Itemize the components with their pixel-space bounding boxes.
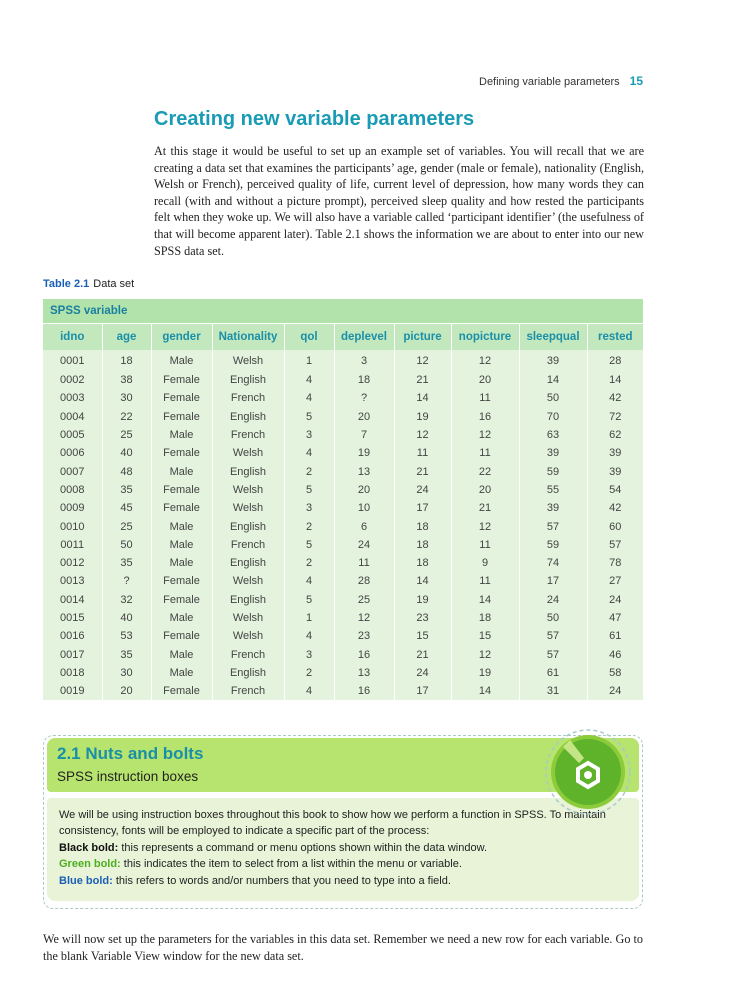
table-cell-nopicture: 12 (451, 426, 519, 444)
table-cell-nopicture: 12 (451, 645, 519, 663)
box-item-text: this indicates the item to select from a list within the menu or variable. (120, 858, 462, 871)
table-cell-nationality: English (212, 462, 284, 480)
table-cell-rested: 24 (587, 591, 643, 609)
table-cell-idno: 0014 (43, 591, 102, 609)
table-cell-qol: 4 (284, 682, 334, 700)
table-cell-rested: 60 (587, 517, 643, 535)
table-cell-gender: Female (151, 572, 212, 590)
table-cell-idno: 0017 (43, 645, 102, 663)
table-row (43, 462, 643, 480)
table-cell-sleepqual: 57 (519, 645, 587, 663)
table-cell-nopicture: 12 (451, 517, 519, 535)
table-cell-picture: 21 (394, 645, 451, 663)
table-cell-rested: 54 (587, 481, 643, 499)
table-cell-picture: 24 (394, 664, 451, 682)
table-cell-gender: Female (151, 682, 212, 700)
table-cell-rested: 61 (587, 627, 643, 645)
table-cell-nopicture: 11 (451, 444, 519, 462)
table-cell-nationality: Welsh (212, 627, 284, 645)
table-cell-rested: 46 (587, 645, 643, 663)
table-cell-nationality: French (212, 389, 284, 407)
table-cell-deplevel: 20 (334, 408, 394, 426)
box-item-label: Green bold: (59, 858, 121, 871)
box-title: 2.1 Nuts and bolts (57, 744, 204, 763)
box-item-text: this represents a command or menu options shown within the data window. (118, 841, 487, 854)
table-cell-age: 20 (102, 682, 151, 700)
column-header-sleepqual: sleepqual (519, 324, 587, 351)
table-cell-qol: 2 (284, 554, 334, 572)
table-cell-qol: 4 (284, 444, 334, 462)
table-cell-age: 35 (102, 554, 151, 572)
table-row (43, 536, 643, 554)
box-item-label: Blue bold: (59, 874, 113, 887)
table-cell-idno: 0011 (43, 536, 102, 554)
table-caption-number: Table 2.1 (43, 278, 90, 290)
table-cell-idno: 0004 (43, 408, 102, 426)
table-cell-nationality: Welsh (212, 444, 284, 462)
table-cell-idno: 0009 (43, 499, 102, 517)
table-cell-age: 35 (102, 481, 151, 499)
table-cell-gender: Male (151, 426, 212, 444)
table-cell-gender: Female (151, 481, 212, 499)
table-cell-deplevel: 16 (334, 645, 394, 663)
table-group-header: SPSS variable (43, 299, 643, 324)
table-cell-deplevel: 20 (334, 481, 394, 499)
section-title: Creating new variable parameters (154, 108, 475, 130)
table-cell-idno: 0005 (43, 426, 102, 444)
table-cell-gender: Female (151, 371, 212, 389)
table-cell-picture: 12 (394, 350, 451, 371)
table-cell-rested: 42 (587, 499, 643, 517)
table-cell-picture: 18 (394, 536, 451, 554)
table-cell-idno: 0002 (43, 371, 102, 389)
table-cell-sleepqual: 55 (519, 481, 587, 499)
table-cell-picture: 12 (394, 426, 451, 444)
table-row (43, 627, 643, 645)
table-cell-rested: 42 (587, 389, 643, 407)
table-cell-deplevel: 12 (334, 609, 394, 627)
table-cell-nationality: English (212, 591, 284, 609)
table-cell-picture: 14 (394, 572, 451, 590)
table-cell-nationality: Welsh (212, 572, 284, 590)
table-cell-idno: 0019 (43, 682, 102, 700)
table-row (43, 426, 643, 444)
table-row (43, 408, 643, 426)
column-header-gender: gender (151, 324, 212, 351)
column-header-picture: picture (394, 324, 451, 351)
table-cell-nopicture: 12 (451, 350, 519, 371)
table-cell-gender: Male (151, 609, 212, 627)
table-cell-sleepqual: 39 (519, 350, 587, 371)
table-cell-idno: 0003 (43, 389, 102, 407)
nuts-and-bolts-box (43, 727, 643, 909)
box-item-blue (59, 873, 627, 889)
table-cell-idno: 0006 (43, 444, 102, 462)
table-cell-deplevel: 19 (334, 444, 394, 462)
table-cell-qol: 3 (284, 426, 334, 444)
box-item-text: this refers to words and/or numbers that you need to type into a field. (112, 874, 451, 887)
table-cell-age: 40 (102, 609, 151, 627)
table-cell-sleepqual: 39 (519, 444, 587, 462)
table-cell-gender: Female (151, 444, 212, 462)
table-cell-idno: 0013 (43, 572, 102, 590)
table-cell-idno: 0001 (43, 350, 102, 371)
table-row (43, 444, 643, 462)
table-cell-qol: 2 (284, 462, 334, 480)
nut-bolt-icon (543, 727, 633, 817)
box-item-label: Black bold: (59, 841, 119, 854)
table-cell-nationality: Welsh (212, 609, 284, 627)
table-cell-qol: 5 (284, 536, 334, 554)
table-cell-gender: Male (151, 554, 212, 572)
table-cell-deplevel: 24 (334, 536, 394, 554)
table-cell-rested: 72 (587, 408, 643, 426)
table-cell-deplevel: ? (334, 389, 394, 407)
column-header-rested: rested (587, 324, 643, 351)
box-item-black (59, 840, 627, 856)
table-cell-deplevel: 16 (334, 682, 394, 700)
table-cell-nopicture: 18 (451, 609, 519, 627)
table-row (43, 350, 643, 371)
table-cell-nopicture: 14 (451, 682, 519, 700)
table-cell-picture: 17 (394, 499, 451, 517)
table-cell-age: 45 (102, 499, 151, 517)
table-cell-sleepqual: 74 (519, 554, 587, 572)
table-cell-deplevel: 10 (334, 499, 394, 517)
table-cell-age: 40 (102, 444, 151, 462)
table-cell-nationality: English (212, 517, 284, 535)
closing-paragraph: We will now set up the parameters for the variables in this data set. Remember we need a new row for each variable. Go to the blank Variable View window for the new data set. (43, 932, 643, 963)
table-cell-rested: 58 (587, 664, 643, 682)
table-cell-nopicture: 15 (451, 627, 519, 645)
table-cell-qol: 4 (284, 572, 334, 590)
table-cell-qol: 5 (284, 481, 334, 499)
table-row (43, 682, 643, 700)
table-cell-rested: 62 (587, 426, 643, 444)
table-row (43, 371, 643, 389)
column-header-qol: qol (284, 324, 334, 351)
table-row (43, 554, 643, 572)
table-cell-gender: Male (151, 536, 212, 554)
table-cell-picture: 21 (394, 371, 451, 389)
table-cell-rested: 27 (587, 572, 643, 590)
table-cell-rested: 57 (587, 536, 643, 554)
table-cell-sleepqual: 57 (519, 517, 587, 535)
table-cell-deplevel: 13 (334, 462, 394, 480)
table-row (43, 609, 643, 627)
table-row (43, 481, 643, 499)
table-row (43, 517, 643, 535)
table-cell-qol: 5 (284, 591, 334, 609)
table-cell-deplevel: 11 (334, 554, 394, 572)
table-cell-age: 18 (102, 350, 151, 371)
table-cell-sleepqual: 14 (519, 371, 587, 389)
table-cell-sleepqual: 17 (519, 572, 587, 590)
running-head-title: Defining variable parameters (479, 76, 620, 88)
table-cell-deplevel: 13 (334, 664, 394, 682)
table-caption-text: Data set (93, 278, 135, 290)
table-body (43, 350, 643, 700)
table-header-row (43, 324, 643, 351)
table-cell-sleepqual: 31 (519, 682, 587, 700)
table-cell-deplevel: 25 (334, 591, 394, 609)
table-cell-qol: 2 (284, 517, 334, 535)
table-cell-age: 25 (102, 517, 151, 535)
table-cell-gender: Female (151, 499, 212, 517)
table-cell-sleepqual: 57 (519, 627, 587, 645)
table-cell-nationality: French (212, 645, 284, 663)
table-cell-gender: Female (151, 408, 212, 426)
table-cell-age: 30 (102, 664, 151, 682)
box-subtitle: SPSS instruction boxes (57, 769, 199, 784)
table-cell-age: 50 (102, 536, 151, 554)
table-cell-sleepqual: 70 (519, 408, 587, 426)
table-row (43, 572, 643, 590)
table-cell-picture: 17 (394, 682, 451, 700)
intro-paragraph: At this stage it would be useful to set up an example set of variables. You will recall that we are creating a data set that examines the participants’ age, gender (male or female), nationality (English, Welsh or French), perceived quality of life, current level of depression, how many words they can recall (with and without a picture prompt), perceived sleep quality and how rested the participants felt when they woke up. We will also have a variable called ‘participant identifier’ (the usefulness of that will become apparent later). Table 2.1 shows the information we are about to enter into our new SPSS data set. (154, 144, 644, 258)
table-cell-qol: 5 (284, 408, 334, 426)
table-cell-nationality: Welsh (212, 481, 284, 499)
table-cell-rested: 47 (587, 609, 643, 627)
table-cell-idno: 0008 (43, 481, 102, 499)
table-cell-deplevel: 23 (334, 627, 394, 645)
table-cell-idno: 0018 (43, 664, 102, 682)
table-cell-gender: Male (151, 350, 212, 371)
column-header-idno: idno (43, 324, 102, 351)
table-cell-age: 48 (102, 462, 151, 480)
table-cell-age: ? (102, 572, 151, 590)
table-cell-gender: Male (151, 664, 212, 682)
table-cell-nationality: Welsh (212, 499, 284, 517)
table-cell-picture: 21 (394, 462, 451, 480)
table-cell-idno: 0010 (43, 517, 102, 535)
table-cell-rested: 39 (587, 462, 643, 480)
table-cell-qol: 2 (284, 664, 334, 682)
table-cell-nationality: English (212, 371, 284, 389)
table-row (43, 389, 643, 407)
table-cell-qol: 3 (284, 645, 334, 663)
table-cell-age: 30 (102, 389, 151, 407)
table-cell-deplevel: 18 (334, 371, 394, 389)
table-cell-nopicture: 11 (451, 572, 519, 590)
table-cell-rested: 28 (587, 350, 643, 371)
table-cell-idno: 0016 (43, 627, 102, 645)
table-cell-sleepqual: 59 (519, 462, 587, 480)
table-cell-nopicture: 21 (451, 499, 519, 517)
data-set-table (43, 299, 643, 700)
table-cell-deplevel: 7 (334, 426, 394, 444)
table-cell-gender: Male (151, 462, 212, 480)
table-cell-sleepqual: 50 (519, 609, 587, 627)
table-cell-picture: 24 (394, 481, 451, 499)
table-cell-idno: 0015 (43, 609, 102, 627)
table-cell-nopicture: 9 (451, 554, 519, 572)
table-cell-age: 35 (102, 645, 151, 663)
table-cell-nationality: English (212, 554, 284, 572)
table-cell-rested: 14 (587, 371, 643, 389)
table-cell-nationality: French (212, 682, 284, 700)
table-row (43, 645, 643, 663)
table-cell-gender: Male (151, 517, 212, 535)
table-cell-nopicture: 11 (451, 536, 519, 554)
table-cell-rested: 39 (587, 444, 643, 462)
table-cell-nationality: French (212, 426, 284, 444)
table-cell-rested: 78 (587, 554, 643, 572)
table-cell-sleepqual: 39 (519, 499, 587, 517)
table-cell-nopicture: 20 (451, 481, 519, 499)
table-cell-nopicture: 16 (451, 408, 519, 426)
table-group-header-row (43, 299, 643, 324)
table-cell-qol: 3 (284, 499, 334, 517)
table-cell-age: 53 (102, 627, 151, 645)
table-cell-picture: 19 (394, 408, 451, 426)
table-cell-sleepqual: 59 (519, 536, 587, 554)
table-cell-nopicture: 20 (451, 371, 519, 389)
box-item-green (59, 856, 627, 872)
table-cell-age: 22 (102, 408, 151, 426)
table-cell-sleepqual: 61 (519, 664, 587, 682)
table-cell-qol: 1 (284, 350, 334, 371)
table-cell-qol: 4 (284, 371, 334, 389)
table-cell-nopicture: 19 (451, 664, 519, 682)
table-cell-nopicture: 14 (451, 591, 519, 609)
table-cell-age: 32 (102, 591, 151, 609)
table-cell-picture: 14 (394, 389, 451, 407)
box-intro: We will be using instruction boxes throughout this book to show how we perform a function in SPSS. To maintain consistency, fonts will be employed to indicate a specific part of the process: (59, 809, 606, 838)
table-cell-picture: 15 (394, 627, 451, 645)
table-cell-age: 25 (102, 426, 151, 444)
table-cell-deplevel: 28 (334, 572, 394, 590)
table-cell-qol: 4 (284, 389, 334, 407)
table-cell-rested: 24 (587, 682, 643, 700)
table-cell-picture: 19 (394, 591, 451, 609)
column-header-nopicture: nopicture (451, 324, 519, 351)
table-cell-idno: 0012 (43, 554, 102, 572)
column-header-deplevel: deplevel (334, 324, 394, 351)
table-cell-gender: Female (151, 627, 212, 645)
table-cell-sleepqual: 63 (519, 426, 587, 444)
table-caption (43, 278, 134, 290)
table-cell-picture: 23 (394, 609, 451, 627)
table-cell-picture: 18 (394, 554, 451, 572)
table-cell-gender: Male (151, 645, 212, 663)
table-row (43, 499, 643, 517)
table-cell-gender: Female (151, 389, 212, 407)
table-cell-age: 38 (102, 371, 151, 389)
running-head (479, 74, 643, 88)
table-cell-nationality: Welsh (212, 350, 284, 371)
table-cell-deplevel: 3 (334, 350, 394, 371)
table-row (43, 664, 643, 682)
table-cell-gender: Female (151, 591, 212, 609)
table-cell-qol: 4 (284, 627, 334, 645)
table-cell-nationality: French (212, 536, 284, 554)
table-cell-nationality: English (212, 408, 284, 426)
table-cell-sleepqual: 50 (519, 389, 587, 407)
table-cell-picture: 11 (394, 444, 451, 462)
column-header-age: age (102, 324, 151, 351)
table-cell-picture: 18 (394, 517, 451, 535)
table-cell-qol: 1 (284, 609, 334, 627)
column-header-nationality: Nationality (212, 324, 284, 351)
table-cell-deplevel: 6 (334, 517, 394, 535)
table-cell-nopicture: 22 (451, 462, 519, 480)
table-cell-nationality: English (212, 664, 284, 682)
table-cell-sleepqual: 24 (519, 591, 587, 609)
table-cell-nopicture: 11 (451, 389, 519, 407)
table-cell-idno: 0007 (43, 462, 102, 480)
page-number: 15 (629, 74, 643, 88)
table-row (43, 591, 643, 609)
